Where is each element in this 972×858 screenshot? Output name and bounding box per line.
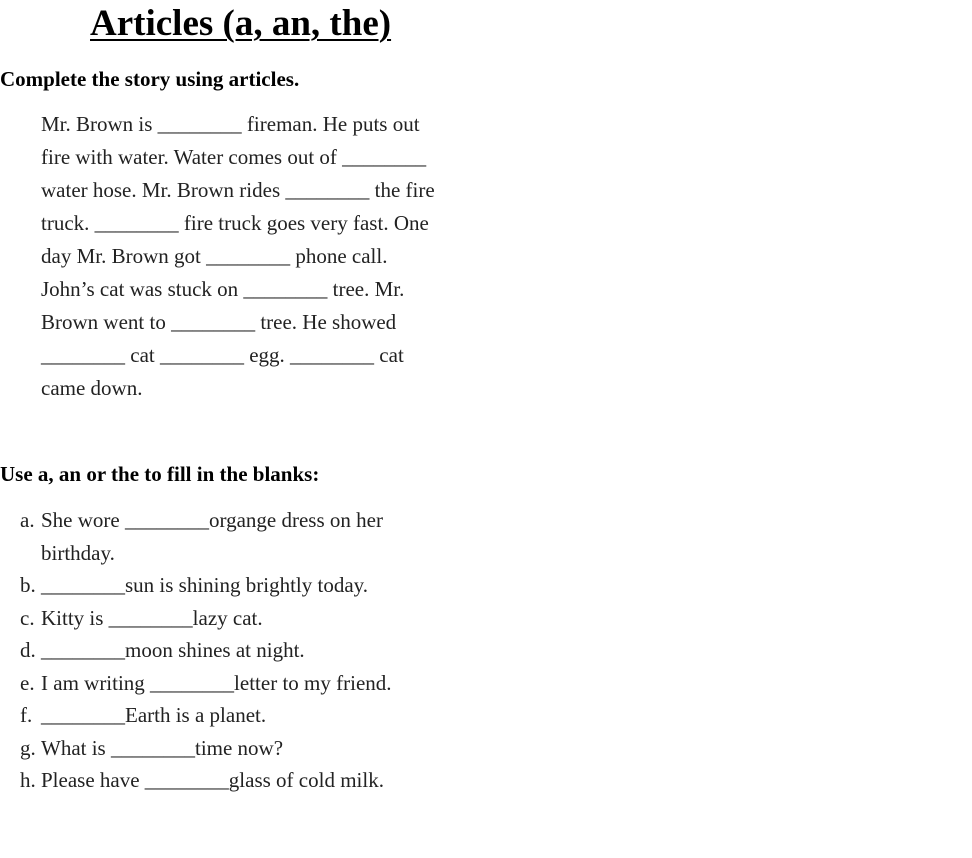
story-line: fire with water. Water comes out of ________ bbox=[41, 145, 427, 169]
story-line: came down. bbox=[41, 376, 143, 400]
item-marker: f. bbox=[20, 703, 33, 727]
item-text: What is ________time now? bbox=[41, 735, 284, 760]
item-text: Kitty is ________lazy cat. bbox=[41, 605, 263, 630]
item-marker: a. bbox=[20, 508, 35, 532]
list-item bbox=[20, 764, 540, 797]
story-line: ________ cat ________ egg. ________ cat bbox=[41, 343, 404, 367]
list-item bbox=[20, 667, 540, 700]
item-marker: b. bbox=[20, 573, 36, 597]
story-line: truck. ________ fire truck goes very fast. One bbox=[41, 211, 429, 235]
worksheet-title: Articles (a, an, the) bbox=[90, 3, 392, 44]
item-text: ________Earth is a planet. bbox=[41, 703, 267, 727]
item-text: birthday. bbox=[41, 540, 115, 565]
item-text: ________moon shines at night. bbox=[41, 638, 305, 662]
item-marker: h. bbox=[20, 768, 36, 792]
list-item bbox=[20, 732, 540, 765]
item-text: Please have ________glass of cold milk. bbox=[41, 768, 384, 792]
story-line: Brown went to ________ tree. He showed bbox=[41, 310, 397, 334]
list-item bbox=[20, 504, 540, 569]
list-item bbox=[20, 569, 540, 602]
item-text: I am writing ________letter to my friend. bbox=[41, 670, 392, 695]
item-marker: e. bbox=[20, 670, 35, 695]
item-marker: d. bbox=[20, 638, 36, 662]
list-item bbox=[20, 634, 540, 667]
story-line: John’s cat was stuck on ________ tree. Mr. bbox=[41, 277, 405, 301]
story-heading: Complete the story using articles. bbox=[0, 67, 300, 91]
story-paragraph bbox=[41, 108, 521, 405]
story-line: day Mr. Brown got ________ phone call. bbox=[41, 244, 388, 268]
item-text: ________sun is shining brightly today. bbox=[41, 573, 369, 597]
item-marker: g. bbox=[20, 735, 36, 760]
story-line: water hose. Mr. Brown rides ________ the fire bbox=[41, 178, 435, 202]
story-line: Mr. Brown is ________ fireman. He puts out bbox=[41, 112, 420, 136]
list-item bbox=[20, 699, 540, 732]
list-item bbox=[20, 602, 540, 635]
item-text: She wore ________organge dress on her bbox=[41, 508, 383, 532]
blanks-heading: Use a, an or the to fill in the blanks: bbox=[0, 462, 320, 486]
item-marker: c. bbox=[20, 605, 35, 630]
blanks-list bbox=[20, 504, 540, 797]
